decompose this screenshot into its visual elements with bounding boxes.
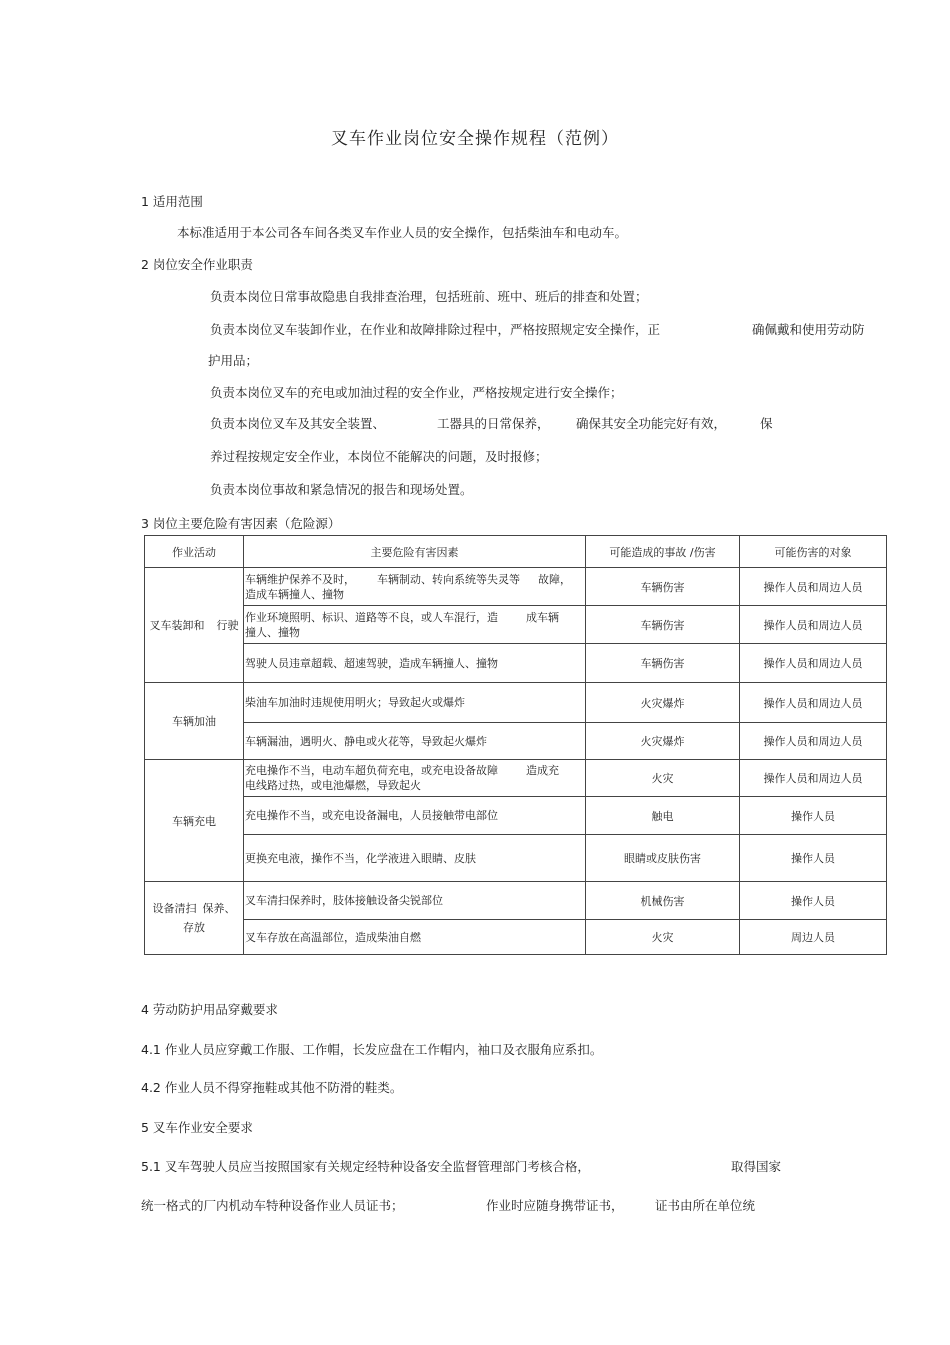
factor-cell	[244, 760, 586, 797]
duty-line-6: 负责本岗位事故和紧急情况的报告和现场处置。	[210, 482, 473, 497]
activity-cell	[145, 568, 244, 683]
accident-cell: 火灾	[586, 920, 740, 955]
accident-cell: 眼睛或皮肤伤害	[586, 835, 740, 882]
header-target: 可能伤害的对象	[740, 536, 887, 568]
factor-text: 车辆制动、转向系统等失灵等	[377, 572, 520, 586]
duty-line-2a: 负责本岗位叉车装卸作业，在作业和故障排除过程中，严格按照规定安全操作，正	[210, 322, 661, 337]
factor-text: 撞人、撞物	[245, 625, 300, 639]
table-row	[145, 683, 887, 723]
factor-cell: 更换充电液，操作不当，化学液进入眼睛、皮肤	[244, 835, 586, 882]
table-row	[145, 760, 887, 797]
factor-text: 车辆维护保养不及时，	[245, 572, 355, 586]
factor-cell	[244, 568, 586, 606]
table-header-row	[145, 536, 887, 568]
table-row	[145, 797, 887, 835]
factor-cell: 驾驶人员违章超载、超速驾驶，造成车辆撞人、撞物	[244, 644, 586, 683]
factor-text: 成车辆	[526, 610, 559, 624]
para-5-1e: 证书由所在单位统	[655, 1198, 756, 1213]
target-cell: 操作人员和周边人员	[740, 644, 887, 683]
section-1-text: 本标准适用于本公司各车间各类叉车作业人员的安全操作，包括柴油车和电动车。	[177, 225, 628, 240]
target-cell: 操作人员和周边人员	[740, 568, 887, 606]
factor-text: 故障，	[538, 572, 571, 586]
activity-text: 设备清扫	[152, 902, 197, 915]
header-factor: 主要危险有害因素	[244, 536, 586, 568]
target-cell: 操作人员和周边人员	[740, 683, 887, 723]
factor-text: 充电操作不当，电动车超负荷充电，或充电设备故障	[245, 764, 498, 777]
table-row	[145, 882, 887, 920]
duty-line-4c: 确保其安全功能完好有效，	[576, 416, 727, 431]
factor-cell: 车辆漏油，遇明火、静电或火花等，导致起火爆炸	[244, 723, 586, 760]
section-5-heading: 5 叉车作业安全要求	[141, 1120, 253, 1135]
accident-cell: 车辆伤害	[586, 606, 740, 644]
header-activity: 作业活动	[145, 536, 244, 568]
target-cell: 操作人员和周边人员	[740, 606, 887, 644]
factor-text: 作业环境照明、标识、道路等不良，或人车混行，造	[245, 610, 498, 624]
section-3-heading: 3 岗位主要危险有害因素（危险源）	[141, 516, 341, 531]
duty-line-4d: 保	[760, 416, 773, 431]
para-5-1c: 统一格式的厂内机动车特种设备作业人员证书；	[141, 1198, 404, 1213]
factor-cell	[244, 606, 586, 644]
activity-text: 存放	[183, 921, 205, 934]
para-5-1b: 取得国家	[731, 1159, 782, 1174]
table-row	[145, 644, 887, 683]
section-4-heading: 4 劳动防护用品穿戴要求	[141, 1002, 278, 1017]
target-cell: 操作人员和周边人员	[740, 760, 887, 797]
activity-text: 叉车装卸和	[149, 619, 205, 632]
accident-cell: 火灾爆炸	[586, 723, 740, 760]
factor-cell: 充电操作不当，或充电设备漏电，人员接触带电部位	[244, 797, 586, 835]
duty-line-2c: 护用品；	[208, 353, 259, 368]
target-cell: 操作人员	[740, 797, 887, 835]
section-1-heading: 1 适用范围	[141, 194, 203, 209]
table-row	[145, 835, 887, 882]
accident-cell: 车辆伤害	[586, 644, 740, 683]
factor-cell: 叉车存放在高温部位，造成柴油自燃	[244, 920, 586, 955]
page-title: 叉车作业岗位安全操作规程（范例）	[331, 129, 619, 149]
factor-text: 造成车辆撞人、撞物	[245, 587, 344, 601]
table-row	[145, 920, 887, 955]
table-row	[145, 723, 887, 760]
duty-line-4b: 工器具的日常保养，	[437, 416, 550, 431]
target-cell: 操作人员和周边人员	[740, 723, 887, 760]
duty-line-4a: 负责本岗位叉车及其安全装置、	[210, 416, 386, 431]
factor-cell: 柴油车加油时违规使用明火；导致起火或爆炸	[244, 683, 586, 723]
duty-line-2b: 确佩戴和使用劳动防	[752, 322, 865, 337]
factor-text: 电线路过热，或电池爆燃，导致起火	[245, 779, 421, 792]
target-cell: 周边人员	[740, 920, 887, 955]
duty-line-5: 养过程按规定安全作业，本岗位不能解决的问题，及时报修；	[210, 449, 548, 464]
accident-cell: 机械伤害	[586, 882, 740, 920]
accident-cell: 车辆伤害	[586, 568, 740, 606]
activity-cell: 车辆加油	[145, 683, 244, 760]
duty-line-3: 负责本岗位叉车的充电或加油过程的安全作业，严格按规定进行安全操作；	[210, 385, 623, 400]
activity-cell	[145, 882, 244, 955]
activity-text: 保养、	[202, 902, 236, 915]
activity-text: 行驶	[216, 619, 239, 632]
target-cell: 操作人员	[740, 882, 887, 920]
para-4-1: 4.1 作业人员应穿戴工作服、工作帽，长发应盘在工作帽内，袖口及衣服角应系扣。	[141, 1042, 603, 1057]
activity-cell: 车辆充电	[145, 760, 244, 882]
target-cell: 操作人员	[740, 835, 887, 882]
para-5-1a: 5.1 叉车驾驶人员应当按照国家有关规定经特种设备安全监督管理部门考核合格，	[141, 1159, 590, 1174]
header-accident: 可能造成的事故 /伤害	[586, 536, 740, 568]
duty-line-1: 负责本岗位日常事故隐患自我排查治理，包括班前、班中、班后的排查和处置；	[210, 289, 648, 304]
para-4-2: 4.2 作业人员不得穿拖鞋或其他不防滑的鞋类。	[141, 1080, 403, 1095]
table-row	[145, 606, 887, 644]
para-5-1d: 作业时应随身携带证书，	[486, 1198, 624, 1213]
section-2-heading: 2 岗位安全作业职责	[141, 257, 253, 272]
table-row	[145, 568, 887, 606]
factor-cell: 叉车清扫保养时，肢体接触设备尖锐部位	[244, 882, 586, 920]
accident-cell: 火灾爆炸	[586, 683, 740, 723]
hazard-table	[144, 535, 887, 955]
accident-cell: 火灾	[586, 760, 740, 797]
accident-cell: 触电	[586, 797, 740, 835]
factor-text: 造成充	[526, 764, 559, 777]
